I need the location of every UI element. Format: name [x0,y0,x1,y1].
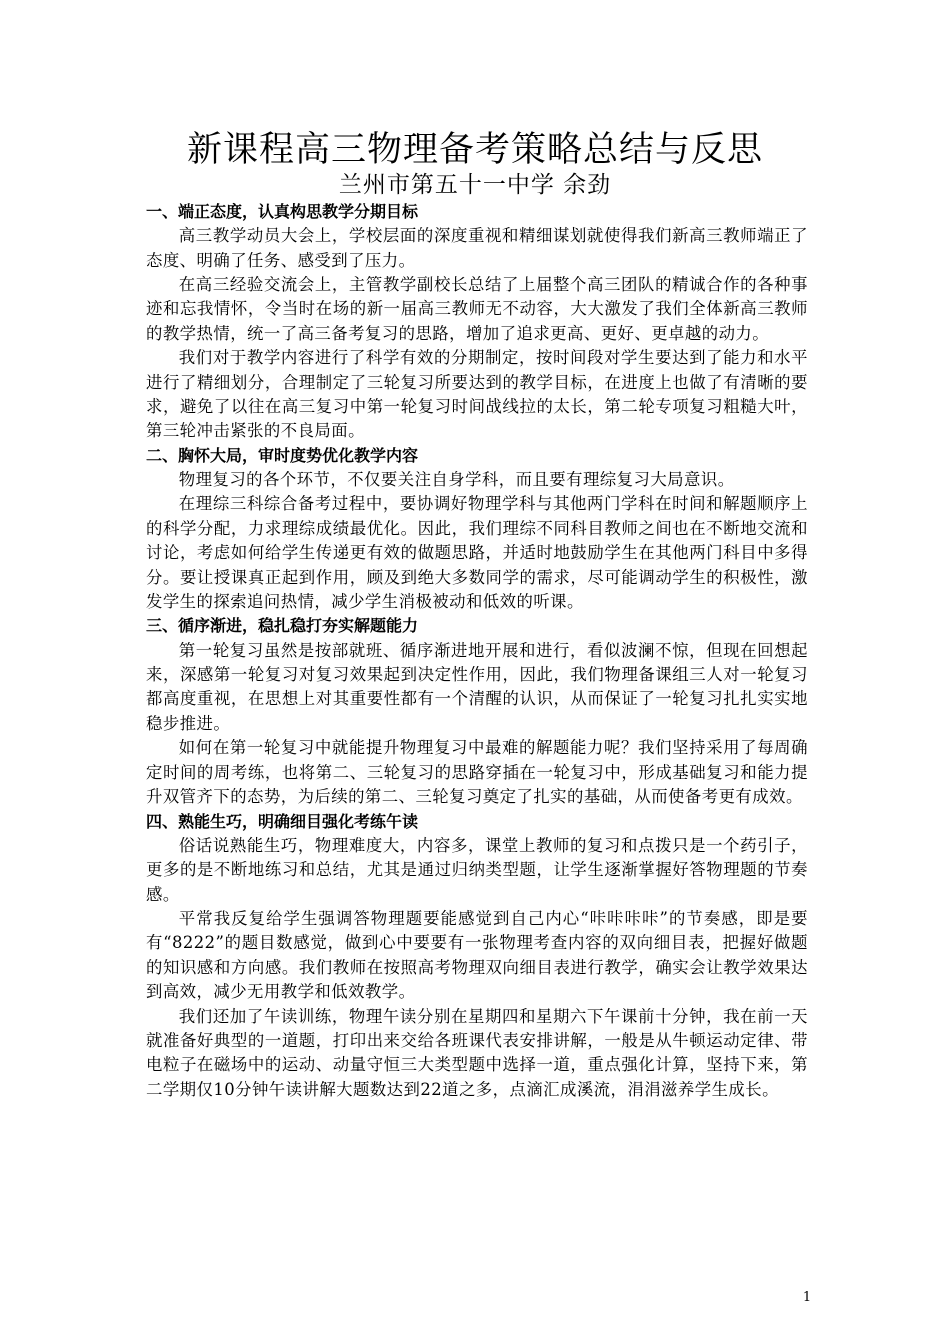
paragraph: 如何在第一轮复习中就能提升物理复习中最难的解题能力呢？我们坚持采用了每周确定时间的周考练，也将第二、三轮复习的思路穿插在一轮复习中，形成基础复习和能力提升双管齐下的态势，为后续的第二、三轮复习奠定了扎实的基础，从而使备考更有成效。 [146,738,808,807]
section-heading: 二、胸怀大局，审时度势优化教学内容 [146,445,419,465]
author-line: 兰州市第五十一中学 余劲 [338,172,612,198]
document-title: 新课程高三物理备考策略总结与反思 [186,130,763,170]
section-3 [146,614,808,809]
paragraph: 物理复习的各个环节，不仅要关注自身学科，而且要有理综复习大局意识。 [178,470,735,490]
section-2 [146,444,808,615]
paragraph: 俗话说熟能生巧，物理难度大，内容多，课堂上教师的复习和点拨只是一个药引子，更多的是不断地练习和总结，尤其是通过归纳类型题，让学生逐渐掌握好答物理题的节奏感。 [146,835,808,904]
document-body [146,200,808,1102]
paragraph: 第一轮复习虽然是按部就班、循序渐进地开展和进行，看似波澜不惊，但现在回想起来，深感第一轮复习对复习效果起到决定性作用，因此，我们物理备课组三人对一轮复习都高度重视，在思想上对其重要性都有一个清醒的认识，从而保证了一轮复习扎扎实实地稳步推进。 [146,640,808,733]
section-1 [146,200,808,444]
section-heading: 四、熟能生巧，明确细目强化考练午读 [146,811,419,831]
section-heading: 三、循序渐进，稳扎稳打夯实解题能力 [146,616,419,636]
section-heading: 一、端正态度，认真构思教学分期目标 [146,202,419,221]
page-number: 1 [802,1290,812,1305]
paragraph: 在高三经验交流会上，主管教学副校长总结了上届整个高三团队的精诚合作的各种事迹和忘我情怀，令当时在场的新一届高三教师无不动容，大大激发了我们全体新高三教师的教学热情，统一了高三备考复习的思路，增加了追求更高、更好、更卓越的动力。 [146,275,808,343]
section-4 [146,810,808,1103]
paragraph: 我们对于教学内容进行了科学有效的分期制定，按时间段对学生要达到了能力和水平进行了精细划分，合理制定了三轮复习所要达到的教学目标，在进度上也做了有清晰的要求，避免了以往在高三复习中第一轮复习时间战线拉的太长，第二轮专项复习粗糙大叶，第三轮冲击紧张的不良局面。 [146,348,808,441]
paragraph: 我们还加了午读训练，物理午读分别在星期四和星期六下午课前十分钟，我在前一天就准备好典型的一道题，打印出来交给各班课代表安排讲解，一般是从牛顿运动定律、带电粒子在磁场中的运动、动量守恒三大类型题中选择一道，重点强化计算，坚持下来，第二学期仅10分钟午读讲解大题数达到22道之多，点滴汇成溪流，涓涓滋养学生成长。 [146,1006,808,1099]
paragraph: 平常我反复给学生强调答物理题要能感觉到自己内心“咔咔咔咔”的节奏感，即是要有“8222”的题目数感觉，做到心中要要有一张物理考查内容的双向细目表，把握好做题的知识感和方向感。我们教师在按照高考物理双向细目表进行教学，确实会让教学效果达到高效，减少无用教学和低效教学。 [146,908,808,1002]
paragraph: 高三教学动员大会上，学校层面的深度重视和精细谋划就使得我们新高三教师端正了态度、明确了任务、感受到了压力。 [146,226,808,270]
paragraph: 在理综三科综合备考过程中，要协调好物理学科与其他两门学科在时间和解题顺序上的科学分配，力求理综成绩最优化。因此，我们理综不同科目教师之间也在不断地交流和讨论，考虑如何给学生传递更有效的做题思路，并适时地鼓励学生在其他两门科目中多得分。要让授课真正起到作用，顾及到绝大多数同学的需求，尽可能调动学生的积极性，激发学生的探索追问热情，减少学生消极被动和低效的听课。 [146,494,808,612]
